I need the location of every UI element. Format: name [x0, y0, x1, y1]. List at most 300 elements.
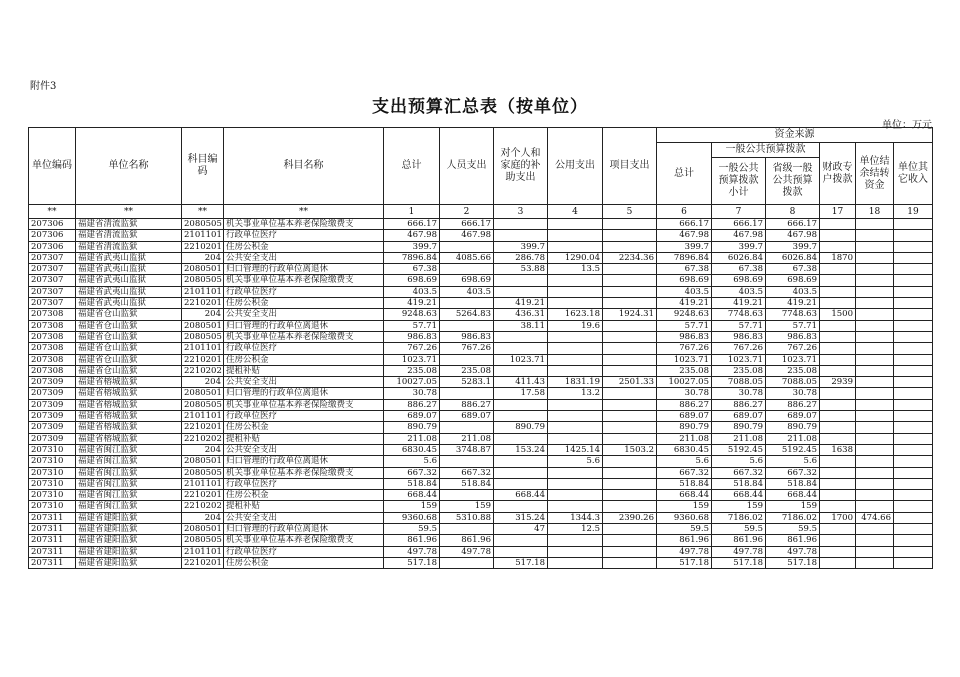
table-cell: 2101101: [182, 230, 224, 241]
table-cell: 福建省闽江监狱: [76, 467, 182, 478]
table-cell: [856, 411, 894, 422]
table-cell: 861.96: [657, 535, 712, 546]
table-cell: 1924.31: [603, 309, 657, 320]
table-cell: 518.84: [384, 478, 440, 489]
table-row: [29, 230, 933, 241]
table-cell: [894, 343, 933, 354]
table-cell: 2101101: [182, 478, 224, 489]
table-cell: 7088.05: [766, 377, 820, 388]
table-cell: 2080501: [182, 264, 224, 275]
table-cell: [856, 230, 894, 241]
table-cell: [440, 388, 494, 399]
col-general-budget: 一般公共预算拨款: [712, 143, 820, 158]
table-cell: [820, 264, 856, 275]
table-cell: [894, 354, 933, 365]
table-cell: 235.08: [657, 365, 712, 376]
unit-label: 单位：万元: [882, 120, 932, 131]
table-cell: [548, 411, 603, 422]
table-cell: 行政单位医疗: [224, 286, 384, 297]
table-cell: 890.79: [766, 422, 820, 433]
table-cell: [894, 320, 933, 331]
table-cell: [494, 546, 548, 557]
table-cell: 986.83: [766, 331, 820, 342]
table-cell: 6830.45: [384, 444, 440, 455]
table-cell: 207306: [29, 219, 76, 230]
table-cell: [820, 478, 856, 489]
table-cell: 668.44: [766, 490, 820, 501]
table-cell: [603, 467, 657, 478]
table-cell: 福建省榕城监狱: [76, 399, 182, 410]
table-cell: 福建省武夷山监狱: [76, 298, 182, 309]
col-subsidy: 对个人和家庭的补助支出: [494, 128, 548, 205]
table-row: [29, 512, 933, 523]
table-cell: [856, 298, 894, 309]
table-cell: 福建省仓山监狱: [76, 343, 182, 354]
table-cell: [856, 467, 894, 478]
table-cell: 518.84: [657, 478, 712, 489]
table-cell: 517.18: [657, 557, 712, 568]
table-cell: [603, 557, 657, 568]
table-cell: 890.79: [657, 422, 712, 433]
table-cell: [856, 252, 894, 263]
table-cell: [894, 286, 933, 297]
index-cell: 2: [440, 205, 494, 219]
table-cell: 53.88: [494, 264, 548, 275]
table-cell: [603, 456, 657, 467]
table-cell: [894, 422, 933, 433]
table-cell: [603, 422, 657, 433]
table-row: [29, 320, 933, 331]
table-cell: [820, 490, 856, 501]
table-cell: [894, 411, 933, 422]
table-cell: [440, 422, 494, 433]
table-cell: 住房公积金: [224, 422, 384, 433]
col-unit-code: 单位编码: [29, 128, 76, 205]
table-cell: 153.24: [494, 444, 548, 455]
table-cell: 59.5: [657, 524, 712, 535]
table-cell: 767.26: [712, 343, 766, 354]
table-cell: 福建省清流监狱: [76, 230, 182, 241]
table-cell: 6830.45: [657, 444, 712, 455]
col-other-income: 单位其它收入: [894, 143, 933, 205]
table-cell: 399.7: [657, 241, 712, 252]
table-cell: [494, 331, 548, 342]
table-cell: 6026.84: [766, 252, 820, 263]
table-cell: 159: [657, 501, 712, 512]
table-cell: 698.69: [657, 275, 712, 286]
annex-label: 附件3: [30, 81, 57, 92]
table-cell: 机关事业单位基本养老保险缴费支: [224, 219, 384, 230]
table-cell: [440, 320, 494, 331]
table-cell: [603, 490, 657, 501]
table-cell: [894, 331, 933, 342]
table-cell: 2101101: [182, 286, 224, 297]
index-cell: 8: [766, 205, 820, 219]
table-cell: 2080501: [182, 456, 224, 467]
table-cell: 890.79: [712, 422, 766, 433]
table-row: [29, 241, 933, 252]
table-cell: 提租补贴: [224, 501, 384, 512]
index-cell: 18: [856, 205, 894, 219]
table-cell: [894, 365, 933, 376]
table-cell: 2080505: [182, 467, 224, 478]
table-cell: [494, 399, 548, 410]
table-cell: 67.38: [766, 264, 820, 275]
table-cell: [856, 501, 894, 512]
table-cell: 886.27: [657, 399, 712, 410]
col-carryover: 单位结余结转资金: [856, 143, 894, 205]
table-cell: [548, 354, 603, 365]
table-row: [29, 388, 933, 399]
table-cell: [856, 444, 894, 455]
table-cell: 986.83: [712, 331, 766, 342]
table-cell: [856, 524, 894, 535]
table-cell: 399.7: [494, 241, 548, 252]
table-row: [29, 535, 933, 546]
table-cell: [603, 354, 657, 365]
table-cell: 1700: [820, 512, 856, 523]
table-cell: [494, 456, 548, 467]
table-cell: 30.78: [657, 388, 712, 399]
table-cell: 福建省闽江监狱: [76, 456, 182, 467]
table-cell: 399.7: [384, 241, 440, 252]
table-row: [29, 331, 933, 342]
table-cell: 207307: [29, 252, 76, 263]
table-cell: 7748.63: [712, 309, 766, 320]
table-cell: [820, 219, 856, 230]
table-cell: 497.78: [440, 546, 494, 557]
index-row: [29, 205, 933, 219]
table-cell: 19.6: [548, 320, 603, 331]
table-cell: 419.21: [712, 298, 766, 309]
table-cell: 1023.71: [766, 354, 820, 365]
table-cell: [820, 241, 856, 252]
table-cell: 467.98: [766, 230, 820, 241]
table-cell: 419.21: [766, 298, 820, 309]
table-cell: [856, 275, 894, 286]
table-cell: 福建省闽江监狱: [76, 501, 182, 512]
table-cell: 204: [182, 444, 224, 455]
table-cell: 13.5: [548, 264, 603, 275]
col-subject-name: 科目名称: [224, 128, 384, 205]
table-cell: [548, 343, 603, 354]
table-cell: 2210201: [182, 354, 224, 365]
table-cell: 767.26: [440, 343, 494, 354]
table-cell: 403.5: [440, 286, 494, 297]
table-row: [29, 422, 933, 433]
table-cell: [820, 456, 856, 467]
table-cell: 47: [494, 524, 548, 535]
table-cell: 3748.87: [440, 444, 494, 455]
table-cell: 福建省榕城监狱: [76, 388, 182, 399]
table-cell: 698.69: [766, 275, 820, 286]
table-cell: 5.6: [384, 456, 440, 467]
table-row: [29, 433, 933, 444]
table-cell: [603, 343, 657, 354]
table-cell: 福建省闽江监狱: [76, 478, 182, 489]
table-cell: 2210202: [182, 365, 224, 376]
table-cell: [856, 422, 894, 433]
table-cell: 公共安全支出: [224, 444, 384, 455]
table-row: [29, 365, 933, 376]
table-cell: [440, 241, 494, 252]
table-cell: 159: [766, 501, 820, 512]
col-provincial-general: 省级一般公共预算拨款: [766, 158, 820, 205]
table-cell: 2234.36: [603, 252, 657, 263]
table-cell: 890.79: [384, 422, 440, 433]
index-cell: 4: [548, 205, 603, 219]
index-cell: **: [224, 205, 384, 219]
table-cell: 207309: [29, 422, 76, 433]
table-cell: 57.71: [384, 320, 440, 331]
table-cell: [894, 501, 933, 512]
table-cell: 57.71: [766, 320, 820, 331]
table-cell: 9248.63: [657, 309, 712, 320]
index-cell: **: [76, 205, 182, 219]
table-cell: 474.66: [856, 512, 894, 523]
table-cell: 689.07: [440, 411, 494, 422]
table-cell: [440, 264, 494, 275]
table-cell: 207311: [29, 535, 76, 546]
table-cell: 1831.19: [548, 377, 603, 388]
table-cell: 211.08: [384, 433, 440, 444]
table-cell: 467.98: [712, 230, 766, 241]
table-cell: 9360.68: [657, 512, 712, 523]
table-cell: 667.32: [766, 467, 820, 478]
table-cell: [820, 399, 856, 410]
table-cell: 59.5: [712, 524, 766, 535]
table-cell: 2101101: [182, 343, 224, 354]
table-cell: [603, 365, 657, 376]
table-cell: [856, 546, 894, 557]
table-cell: 207307: [29, 275, 76, 286]
table-cell: [603, 524, 657, 535]
table-cell: 福建省武夷山监狱: [76, 252, 182, 263]
table-cell: 204: [182, 377, 224, 388]
table-cell: [440, 354, 494, 365]
table-cell: 689.07: [766, 411, 820, 422]
table-cell: [856, 388, 894, 399]
table-cell: 12.5: [548, 524, 603, 535]
table-cell: [494, 433, 548, 444]
table-cell: [548, 399, 603, 410]
table-cell: [894, 512, 933, 523]
table-row: [29, 252, 933, 263]
table-cell: 497.78: [712, 546, 766, 557]
col-funding-total: 总计: [657, 143, 712, 205]
table-cell: 861.96: [766, 535, 820, 546]
table-cell: [548, 286, 603, 297]
table-cell: 399.7: [712, 241, 766, 252]
table-cell: 2210201: [182, 422, 224, 433]
col-unit-name: 单位名称: [76, 128, 182, 205]
table-row: [29, 286, 933, 297]
table-cell: [894, 478, 933, 489]
table-cell: 公共安全支出: [224, 377, 384, 388]
table-cell: 4085.66: [440, 252, 494, 263]
table-cell: 204: [182, 309, 224, 320]
table-cell: [856, 535, 894, 546]
table-cell: 403.5: [657, 286, 712, 297]
table-cell: 2939: [820, 377, 856, 388]
table-cell: 5192.45: [712, 444, 766, 455]
table-cell: [820, 331, 856, 342]
table-cell: 归口管理的行政单位离退休: [224, 524, 384, 535]
table-cell: 207311: [29, 512, 76, 523]
table-cell: 207307: [29, 298, 76, 309]
table-cell: 667.32: [384, 467, 440, 478]
index-cell: **: [182, 205, 224, 219]
table-cell: 886.27: [712, 399, 766, 410]
table-cell: [548, 433, 603, 444]
table-cell: 207310: [29, 478, 76, 489]
table-cell: 207308: [29, 343, 76, 354]
table-cell: 机关事业单位基本养老保险缴费支: [224, 331, 384, 342]
table-cell: 7748.63: [766, 309, 820, 320]
table-cell: 1623.18: [548, 309, 603, 320]
table-cell: 2080505: [182, 331, 224, 342]
page-title: 支出预算汇总表（按单位）: [372, 97, 588, 117]
table-cell: 689.07: [657, 411, 712, 422]
table-cell: 福建省仓山监狱: [76, 331, 182, 342]
table-cell: [820, 433, 856, 444]
table-cell: 689.07: [712, 411, 766, 422]
table-cell: [856, 354, 894, 365]
table-cell: [548, 535, 603, 546]
table-cell: 福建省武夷山监狱: [76, 286, 182, 297]
index-cell: **: [29, 205, 76, 219]
table-cell: [856, 490, 894, 501]
table-cell: 行政单位医疗: [224, 230, 384, 241]
table-cell: 住房公积金: [224, 490, 384, 501]
table-cell: 207310: [29, 490, 76, 501]
table-cell: 204: [182, 512, 224, 523]
table-cell: 福建省建阳监狱: [76, 546, 182, 557]
table-cell: 1023.71: [494, 354, 548, 365]
table-cell: 204: [182, 252, 224, 263]
table-cell: [856, 343, 894, 354]
table-cell: 235.08: [766, 365, 820, 376]
table-cell: 666.17: [766, 219, 820, 230]
table-cell: 行政单位医疗: [224, 478, 384, 489]
table-cell: 666.17: [657, 219, 712, 230]
table-cell: [603, 219, 657, 230]
table-cell: 福建省仓山监狱: [76, 365, 182, 376]
table-cell: 207309: [29, 411, 76, 422]
table-cell: [494, 411, 548, 422]
table-cell: [856, 219, 894, 230]
table-cell: 2210201: [182, 298, 224, 309]
table-cell: 公共安全支出: [224, 309, 384, 320]
index-cell: 6: [657, 205, 712, 219]
table-cell: [548, 219, 603, 230]
table-cell: 211.08: [657, 433, 712, 444]
table-cell: 2080505: [182, 219, 224, 230]
table-cell: 7896.84: [384, 252, 440, 263]
table-row: [29, 557, 933, 568]
table-cell: [548, 331, 603, 342]
table-cell: 467.98: [440, 230, 494, 241]
table-cell: [894, 399, 933, 410]
table-cell: [548, 365, 603, 376]
table-cell: 福建省闽江监狱: [76, 444, 182, 455]
table-cell: 福建省榕城监狱: [76, 433, 182, 444]
table-cell: [856, 456, 894, 467]
table-cell: [856, 241, 894, 252]
table-cell: [856, 320, 894, 331]
table-cell: 10027.05: [384, 377, 440, 388]
table-cell: 福建省清流监狱: [76, 241, 182, 252]
budget-table: [28, 127, 933, 569]
table-cell: 福建省建阳监狱: [76, 557, 182, 568]
table-cell: 419.21: [657, 298, 712, 309]
table-cell: [494, 478, 548, 489]
table-cell: [856, 309, 894, 320]
table-cell: [894, 264, 933, 275]
table-cell: 315.24: [494, 512, 548, 523]
table-cell: 1500: [820, 309, 856, 320]
table-cell: 30.78: [712, 388, 766, 399]
table-cell: 207307: [29, 264, 76, 275]
table-cell: 667.32: [657, 467, 712, 478]
col-total: 总计: [384, 128, 440, 205]
table-cell: 419.21: [384, 298, 440, 309]
table-cell: 467.98: [384, 230, 440, 241]
table-cell: [603, 320, 657, 331]
table-cell: 福建省仓山监狱: [76, 309, 182, 320]
table-cell: 67.38: [384, 264, 440, 275]
table-cell: 886.27: [384, 399, 440, 410]
col-subject-code: 科目编码: [182, 128, 224, 205]
table-cell: 767.26: [766, 343, 820, 354]
index-cell: 7: [712, 205, 766, 219]
table-cell: 13.2: [548, 388, 603, 399]
table-cell: 666.17: [712, 219, 766, 230]
table-cell: [894, 219, 933, 230]
table-cell: 福建省闽江监狱: [76, 490, 182, 501]
table-cell: 福建省建阳监狱: [76, 535, 182, 546]
table-cell: 517.18: [494, 557, 548, 568]
table-cell: [820, 343, 856, 354]
table-cell: 行政单位医疗: [224, 343, 384, 354]
table-cell: [820, 230, 856, 241]
table-cell: [820, 365, 856, 376]
table-cell: [494, 501, 548, 512]
table-cell: [603, 264, 657, 275]
table-cell: [548, 275, 603, 286]
table-cell: [603, 286, 657, 297]
table-cell: 5264.83: [440, 309, 494, 320]
table-cell: 235.08: [384, 365, 440, 376]
table-cell: [856, 478, 894, 489]
table-cell: [894, 298, 933, 309]
table-cell: 2101101: [182, 546, 224, 557]
table-cell: 403.5: [712, 286, 766, 297]
table-cell: 207309: [29, 399, 76, 410]
table-row: [29, 343, 933, 354]
table-row: [29, 264, 933, 275]
table-cell: [894, 388, 933, 399]
table-cell: 公共安全支出: [224, 512, 384, 523]
table-row: [29, 524, 933, 535]
table-cell: 5192.45: [766, 444, 820, 455]
table-cell: 福建省武夷山监狱: [76, 275, 182, 286]
table-cell: [894, 275, 933, 286]
table-cell: 1503.2: [603, 444, 657, 455]
table-cell: 2501.33: [603, 377, 657, 388]
table-cell: 207306: [29, 241, 76, 252]
table-cell: 467.98: [657, 230, 712, 241]
